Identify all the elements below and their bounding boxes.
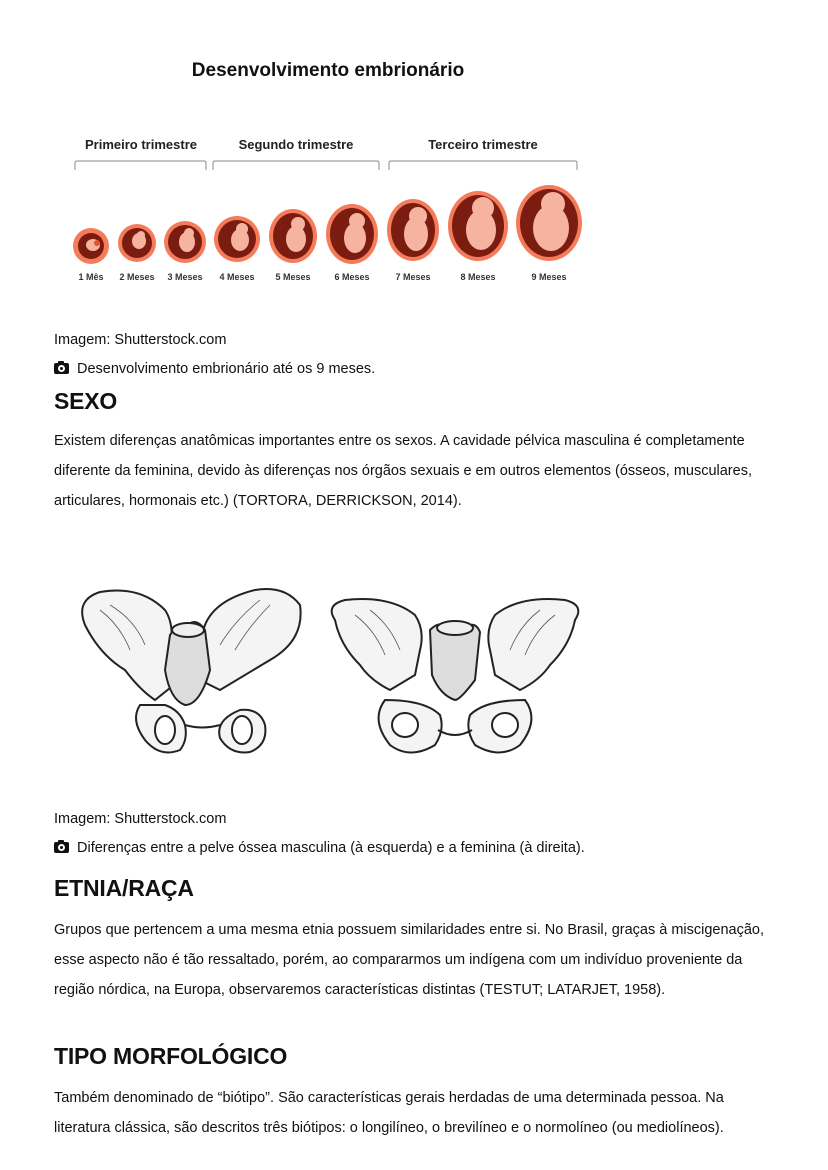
month-label: 9 Meses: [531, 272, 567, 282]
trimester-label-1: Primeiro trimestre: [85, 137, 197, 152]
month-label: 8 Meses: [460, 272, 496, 282]
paragraph-tipo: Também denominado de “biótipo”. São características gerais herdadas de uma determinada pessoa. Na literatura clássica, são descritos três biótipos: o longilíneo, o brevilíneo e o normolíneo (ou mediolíneos).: [54, 1090, 724, 1136]
figure-caption: [54, 361, 375, 377]
section-heading-tipo: TIPO MORFOLÓGICO: [54, 1043, 288, 1069]
camera-icon: [54, 363, 69, 374]
month-label: 3 Meses: [167, 272, 203, 282]
section-heading-sexo: SEXO: [54, 388, 118, 414]
month-label: 2 Meses: [119, 272, 155, 282]
section-heading-etnia: ETNIA/RAÇA: [54, 875, 194, 901]
paragraph-sexo: Existem diferenças anatômicas importantes entre os sexos. A cavidade pélvica masculina é completamente diferente da feminina, devido às diferenças nos órgãos sexuais e em outros elementos (ósseos, musculares, articulares, hormonais etc.) (TORTORA, DERRICKSON, 2014).: [54, 433, 752, 509]
embryo-month-4: [214, 216, 260, 262]
trimester-label-2: Segundo trimestre: [238, 137, 354, 152]
trimester-label-3: Terceiro trimestre: [428, 137, 538, 152]
month-label: 1 Mês: [78, 272, 104, 282]
female-pelvis: [332, 599, 579, 753]
month-label: 5 Meses: [275, 272, 311, 282]
embryo-month-6: [326, 204, 378, 264]
embryo-month-7: [387, 199, 439, 261]
image-credit: Imagem: Shutterstock.com: [54, 811, 227, 827]
month-label: 4 Meses: [219, 272, 255, 282]
month-label: 6 Meses: [334, 272, 370, 282]
month-label: 7 Meses: [395, 272, 431, 282]
male-pelvis: [82, 589, 300, 752]
pelvis-illustration: [70, 580, 590, 775]
embryo-month-9: [516, 185, 582, 261]
figure-caption: [54, 840, 585, 856]
embryo-month-3: [164, 221, 206, 263]
embryo-month-2: [118, 224, 156, 262]
figure-title: Desenvolvimento embrionário: [191, 60, 465, 81]
paragraph-etnia: Grupos que pertencem a uma mesma etnia possuem similaridades entre si. No Brasil, graças à miscigenação, esse aspecto não é tão ressaltado, porém, ao compararmos um indígena com um indivíduo proveniente da região nórdica, na Europa, observaremos características distintas (TESTUT; LATARJET, 1958).: [54, 922, 765, 998]
embryo-month-1: [73, 228, 109, 264]
image-credit: Imagem: Shutterstock.com: [54, 332, 227, 348]
embryo-month-5: [269, 209, 317, 263]
embryo-month-8: [448, 191, 508, 261]
camera-icon: [54, 842, 69, 853]
embryo-illustration: [0, 150, 660, 275]
caption-text: Desenvolvimento embrionário até os 9 meses.: [77, 361, 376, 377]
caption-text: Diferenças entre a pelve óssea masculina (à esquerda) e a feminina (à direita).: [77, 840, 585, 856]
